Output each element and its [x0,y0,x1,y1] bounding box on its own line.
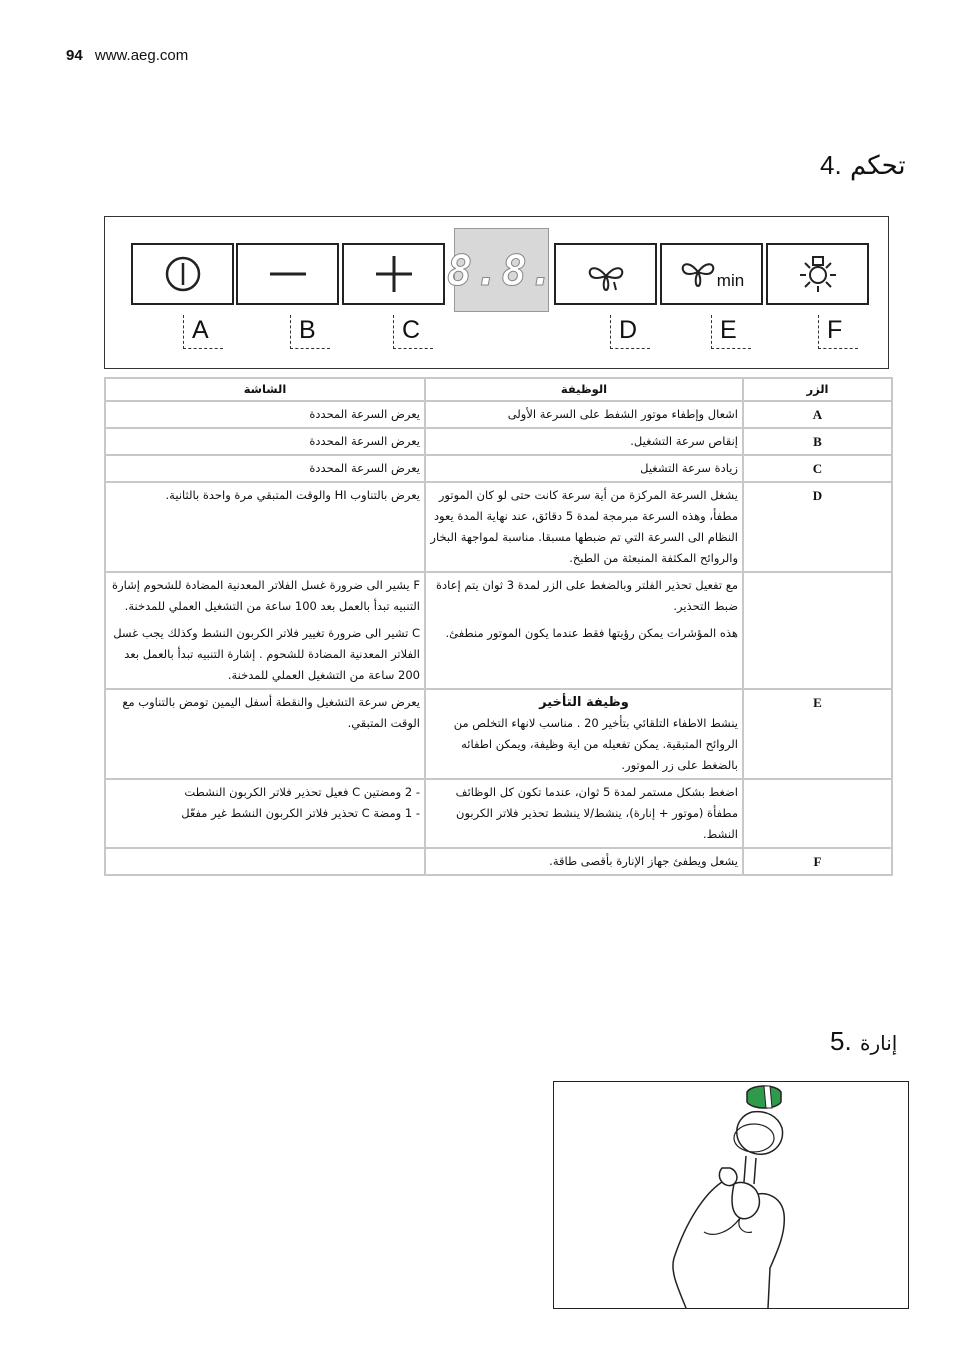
row-f-key: F [743,848,892,875]
carbon-display-p1: - 2 ومضتين C فعيل تحذير فلاتر الكربون النشطت [184,785,420,799]
row-filter-function [425,572,743,689]
row-e-function [425,689,743,779]
button-e-min [660,243,763,305]
row-a-display: يعرض السرعة المحددة [105,401,425,428]
row-b-function: إنقاص سرعة التشغيل. [425,428,743,455]
row-filter-display [105,572,425,689]
section-4-title [820,150,906,181]
row-a-key: A [743,401,892,428]
control-panel-diagram [104,216,889,369]
label-c: C [393,315,433,349]
label-f: F [818,315,858,349]
fan-min-icon [679,254,717,294]
table-row [105,848,892,875]
filter-function-p1: مع تفعيل تحذير الفلتر وبالضغط على الزر لمدة 3 ثوان يتم إعادة ضبط التحذير. [436,578,738,613]
section-5-number: .5 [830,1026,852,1056]
header-function: الوظيفة [425,378,743,401]
row-carbon-display [105,779,425,848]
table-row [105,572,892,689]
row-d-function: يشغل السرعة المركزة من أية سرعة كانت حتى لو كان الموتور مطفأ، وهذه السرعة مبرمجة لمدة 5 دقائق، عند نهاية المدة يعود النظام الى السرعة التي تم ضبطها مسبقا. مناسبة لمواجهة البخار والروائح المكثفة المنبعثة من الطبخ. [425,482,743,572]
button-a-power [131,243,234,305]
row-e-display: يعرض سرعة التشغيل والنقطة أسفل اليمين تومض بالتناوب مع الوقت المتبقي. [105,689,425,779]
section-5-title-text: إنارة [859,1031,898,1055]
row-filter-key [743,572,892,689]
filter-function-p2: هذه المؤشرات يمكن رؤيتها فقط عندما يكون الموتور منطفئ. [445,626,738,640]
row-c-function: زيادة سرعة التشغيل [425,455,743,482]
table-header-row [105,378,892,401]
row-c-display: يعرض السرعة المحددة [105,455,425,482]
min-label: min [716,271,745,290]
row-b-key: B [743,428,892,455]
row-b-display: يعرض السرعة المحددة [105,428,425,455]
table-row [105,428,892,455]
header-display: الشاشة [105,378,425,401]
row-a-function: اشعال وإطفاء موتور الشفط على السرعة الأولى [425,401,743,428]
filter-display-p2: C تشير الى ضرورة تغيير فلاتر الكربون النشط وكذلك يجب غسل الفلاتر المعدنية المضادة للشحوم . إشارة التنبيه تبدأ بالعمل بعد 200 ساعة من التشغيل العملي للمدخنة. [113,626,420,682]
button-c-plus [342,243,445,305]
display-digits: 8.8. [446,245,557,295]
light-icon [796,254,840,294]
row-carbon-key [743,779,892,848]
row-e-key: E [743,689,892,779]
table-row [105,482,892,572]
hand-bulb-illustration [554,1082,908,1308]
speed-display [446,228,557,312]
header-button: الزر [743,378,892,401]
row-f-function: يشعل ويطفئ جهاز الإنارة بأقصى طاقة. [425,848,743,875]
row-f-display [105,848,425,875]
table-row [105,779,892,848]
section-4-number: .4 [820,150,842,180]
label-b: B [290,315,330,349]
label-e: E [711,315,751,349]
page-header [66,47,188,64]
row-carbon-function: اضغط بشكل مستمر لمدة 5 ثوان، عندما تكون كل الوظائف مطفأة (موتور + إنارة)، ينشط/لا ينشط تحذير فلاتر الكربون النشط. [425,779,743,848]
controls-table [104,377,893,876]
table-row [105,689,892,779]
filter-display-p1: F يشير الى ضرورة غسل الفلاتر المعدنية المضادة للشحوم إشارة التنبيه تبدأ بالعمل بعد 100 ساعة من التشغيل العملي للمدخنة. [112,578,420,613]
fan-boost-icon [584,254,628,294]
section-5-title [830,1026,897,1057]
table-row [105,455,892,482]
bulb-replacement-illustration [553,1081,909,1309]
power-icon [163,254,203,294]
label-a: A [183,315,223,349]
section-4-title-text: تحكم [849,151,906,181]
row-d-key: D [743,482,892,572]
minus-icon [268,254,308,294]
row-d-display: يعرض بالتناوب HI والوقت المتبقي مرة واحدة بالثانية. [105,482,425,572]
site-url: www.aeg.com [94,47,189,64]
carbon-display-p2: - 1 ومضة C تحذير فلاتر الكربون النشط غير مفعّل [181,806,420,820]
delay-function-text: ينشط الاطفاء التلقائي بتأخير 20 . مناسب لانهاء التخلص من الروائح المتبقية. يمكن تفعيله من اية وظيفة، ويمكن اطفائه بالضغط على زر الموتور. [453,716,738,772]
delay-function-title: وظيفة التأخير [539,695,629,710]
row-c-key: C [743,455,892,482]
button-d-boost [554,243,657,305]
button-b-minus [236,243,339,305]
label-d: D [610,315,650,349]
plus-icon [374,254,414,294]
table-row [105,401,892,428]
page-number: 94 [66,47,83,64]
button-f-light [766,243,869,305]
